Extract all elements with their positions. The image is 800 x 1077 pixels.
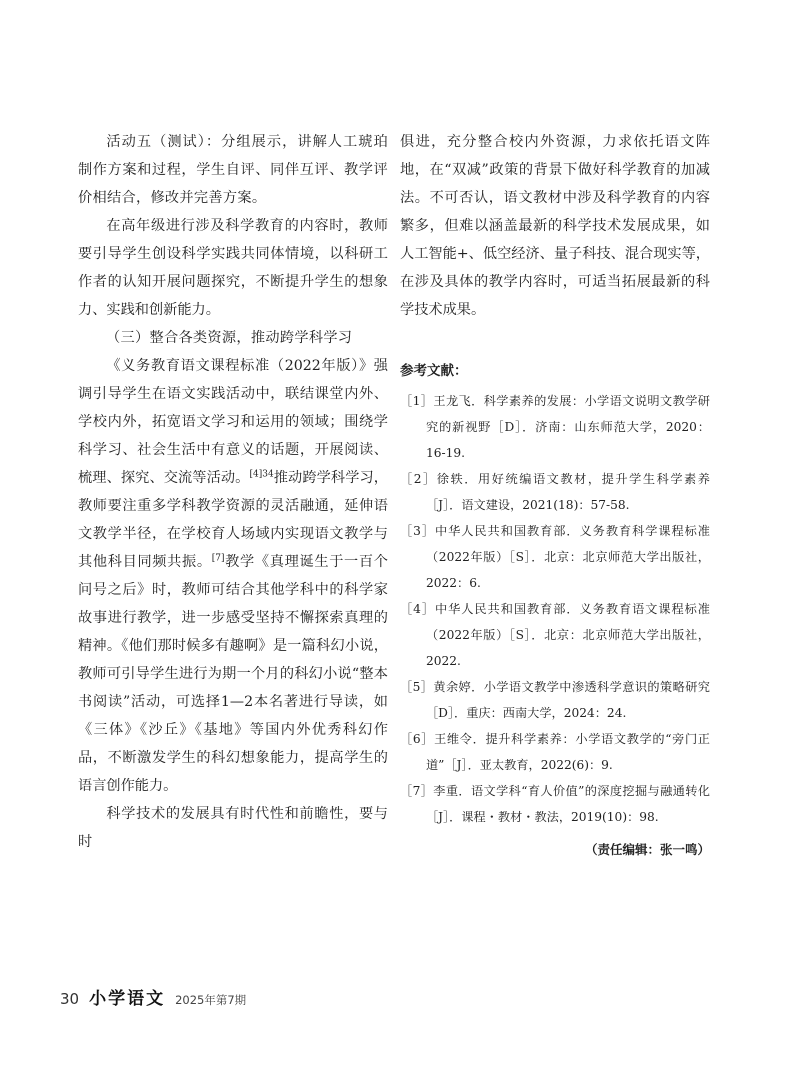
reference-item: ［7］李重．语文学科“育人价值”的深度挖掘与融通转化［J］．课程・教材・教法，2019(10)：98. [400,784,710,824]
para2-part-b: 推动跨学科学习，教师要注重多学科教学资源的灵活融通，延伸语文教学半径，在学校育人场域内实现语文教学与其他科目同频共振。 [78,470,388,570]
left-column [78,128,388,856]
reference-item: ［6］王维令．提升科学素养：小学语文教学的“旁门正道”［J］．亚太教育，2022(6)：9. [400,732,710,772]
citation-7: [7] [211,553,225,564]
references-title: 参考文献： [400,363,468,379]
issue-label: 2025年第7期 [175,993,247,1007]
activity-five-text: 活动五（测试）：分组展示，讲解人工琥珀制作方案和过程，学生自评、同伴互评、教学评价相结合，修改并完善方案。 [78,134,388,206]
reference-item: ［5］黄余婷．小学语文教学中渗透科学意识的策略研究［D］．重庆：西南大学，2024：24. [400,680,710,720]
reference-item: ［3］中华人民共和国教育部．义务教育科学课程标准（2022年版）［S］．北京：北京师范大学出版社，2022：6. [400,524,710,590]
page-number: 30 [60,990,80,1008]
paragraph-interdisciplinary [78,352,388,800]
para2-part-a: 《义务教育语文课程标准（2022年版）》强调引导学生在语文实践活动中，联结课堂内外、学校内外，拓宽语文学习和运用的领域；围绕学科学习、社会生活中有意义的话题，开展阅读、梳理、探究、交流等活动。 [78,358,388,486]
section-heading-3: （三）整合各类资源，推动跨学科学习 [106,330,353,346]
reference-item: ［2］徐轶．用好统编语文教材，提升学生科学素养［J］．语文建设，2021(18)：57-58. [400,472,710,512]
para2-part-c: 教学《真理诞生于一百个问号之后》时，教师可结合其他学科中的科学家故事进行教学，进一步感受坚持不懈探索真理的精神。《他们那时候多有趣啊》是一篇科幻小说，教师可引导学生进行为期一个月的科幻小说“整本书阅读”活动，可选择1—2本名著进行导读，如《三体》《沙丘》《基地》等国内外优秀科幻作品，不断激发学生的科幻想象能力，提高学生的语言创作能力。 [78,554,388,794]
journal-name: 小学语文 [89,989,166,1009]
responsible-editor: （责任编辑：张一鸣） [584,842,710,857]
paragraph-science-tech: 科学技术的发展具有时代性和前瞻性，要与时 [78,806,388,850]
paragraph-continued: 俱进，充分整合校内外资源，力求依托语文阵地，在“双减”政策的背景下做好科学教育的加减法。不可否认，语文教材中涉及科学教育的内容繁多，但难以涵盖最新的科学技术发展成果，如人工智能+、低空经济、量子科技、混合现实等，在涉及具体的教学内容时，可适当拓展最新的科学技术成果。 [400,134,710,318]
reference-item: ［1］王龙飞．科学素养的发展：小学语文说明文教学研究的新视野［D］．济南：山东师范大学，2020：16-19. [400,394,710,460]
right-column [400,128,710,858]
citation-4: [4]34 [249,469,274,480]
references-list [400,388,710,830]
reference-item: ［4］中华人民共和国教育部．义务教育语文课程标准（2022年版）［S］．北京：北京师范大学出版社，2022. [400,602,710,668]
page-footer [60,984,246,1010]
paragraph-senior-grade: 在高年级进行涉及科学教育的内容时，教师要引导学生创设科学实践共同体情境，以科研工作者的认知开展问题探究，不断提升学生的想象力、实践和创新能力。 [78,218,388,318]
